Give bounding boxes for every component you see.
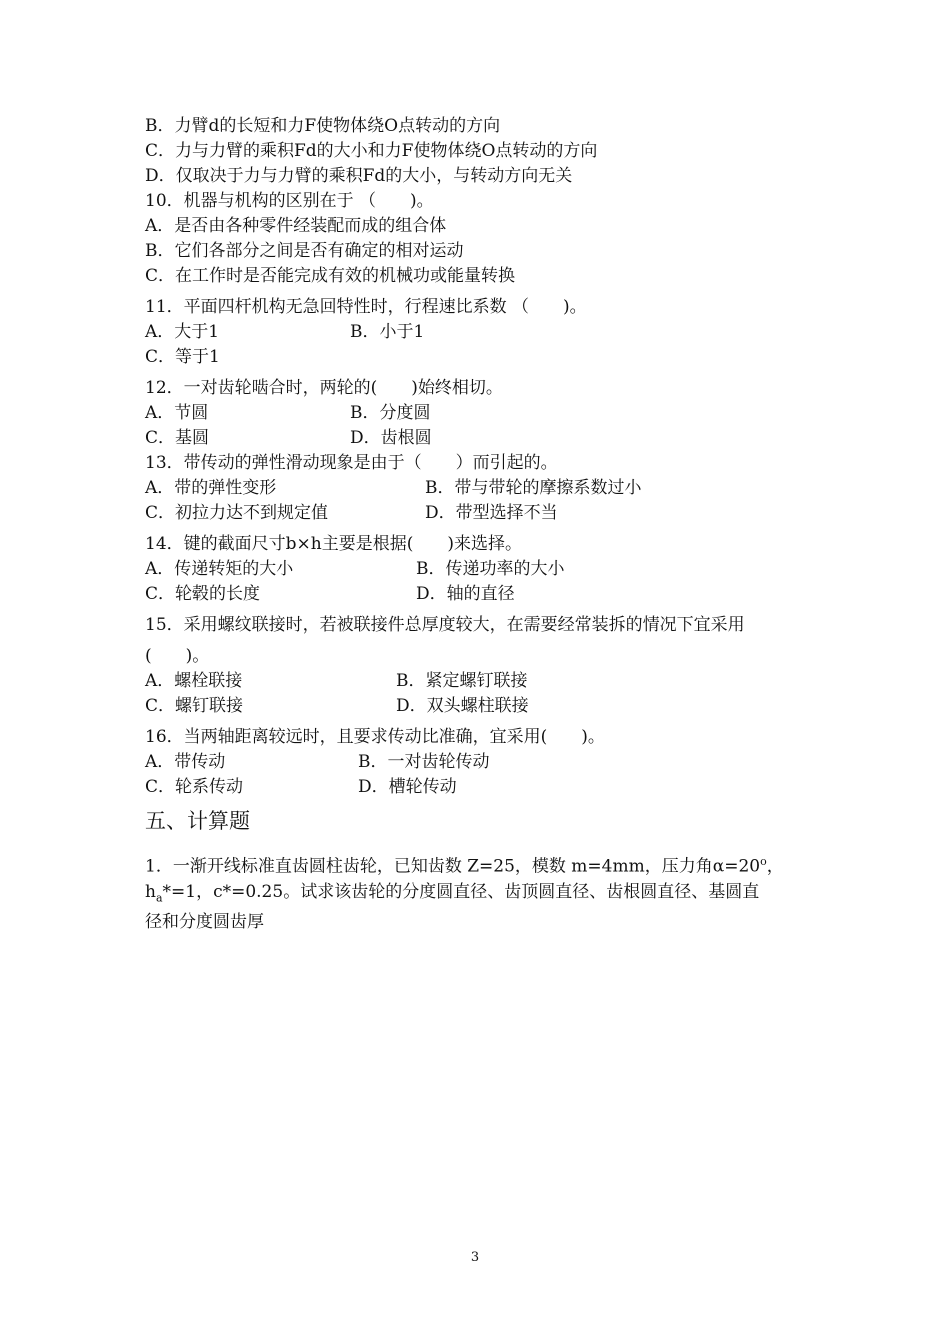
question-16: 16．当两轴距离较远时，且要求传动比准确，宜采用( )。 — [145, 727, 605, 747]
option-row — [145, 558, 565, 580]
option-line: B．它们各部分之间是否有确定的相对运动 — [145, 241, 464, 261]
option-d: D．齿根圆 — [350, 428, 432, 448]
option-d: D．带型选择不当 — [425, 503, 558, 523]
option-c: C．轮毂的长度 — [145, 584, 261, 604]
option-c: C．等于1 — [145, 347, 220, 367]
problem-line: 1．一渐开线标准直齿圆柱齿轮，已知齿数 Z=25，模数 m=4mm，压力角$\alpha=20^o$， — [145, 855, 784, 877]
option-line: D．仅取决于力与力臂的乘积Fd的大小，与转动方向无关 — [145, 166, 573, 186]
option-row — [145, 751, 490, 773]
option-a: A．节圆 — [145, 403, 209, 423]
option-c: C．螺钉联接 — [145, 696, 244, 716]
option-d: D．轴的直径 — [416, 584, 515, 604]
option-a: A．螺栓联接 — [145, 671, 243, 691]
subscript-a: a — [155, 891, 163, 905]
option-d: D．槽轮传动 — [358, 777, 457, 797]
question-13: 13．带传动的弹性滑动现象是由于（ ）而引起的。 — [145, 453, 558, 473]
page-number: 3 — [470, 1250, 480, 1265]
problem-line: 径和分度圆齿厚 — [145, 912, 264, 933]
section-heading: 五、计算题 — [145, 809, 250, 833]
option-row — [145, 477, 642, 499]
option-c: C．轮系传动 — [145, 777, 244, 797]
option-b: B．传递功率的大小 — [416, 559, 565, 579]
question-14: 14．键的截面尺寸b×h主要是根据( )来选择。 — [145, 534, 522, 554]
option-row — [145, 695, 529, 717]
option-a: A．带的弹性变形 — [145, 478, 277, 498]
option-b: B．分度圆 — [350, 403, 431, 423]
option-row — [145, 502, 558, 524]
option-line: C．力与力臂的乘积Fd的大小和力F使物体绕O点转动的方向 — [145, 141, 598, 161]
option-row — [145, 776, 457, 798]
option-c: C．初拉力达不到规定值 — [145, 503, 329, 523]
option-b: B．紧定螺钉联接 — [396, 671, 528, 691]
problem-line: $h_a*=1$，c*=0.25。试求该齿轮的分度圆直径、齿顶圆直径、齿根圆直径、基圆直 — [145, 881, 760, 905]
option-line: C．在工作时是否能完成有效的机械功或能量转换 — [145, 266, 516, 286]
question-12: 12．一对齿轮啮合时，两轮的( )始终相切。 — [145, 378, 503, 398]
option-line: B．力臂d的长短和力F使物体绕O点转动的方向 — [145, 116, 501, 136]
calculation-problem — [145, 849, 815, 935]
option-b: B．带与带轮的摩擦系数过小 — [425, 478, 642, 498]
option-row — [145, 402, 431, 424]
option-row — [145, 427, 432, 449]
question-10: 10．机器与机构的区别在于 （ )。 — [145, 191, 434, 211]
question-15: 15．采用螺纹联接时，若被联接件总厚度较大，在需要经常装拆的情况下宜采用 — [145, 615, 745, 635]
question-11: 11．平面四杆机构无急回特性时，行程速比系数 （ )。 — [145, 297, 587, 317]
degree-mark: o — [760, 855, 767, 868]
option-a: A．大于1 — [145, 322, 220, 342]
option-b: B．小于1 — [350, 322, 425, 342]
option-a: A．带传动 — [145, 752, 226, 772]
option-row — [145, 321, 425, 343]
option-row — [145, 583, 515, 605]
question-15-continued: ( )。 — [145, 646, 210, 666]
option-line: A．是否由各种零件经装配而成的组合体 — [145, 216, 447, 236]
option-b: B．一对齿轮传动 — [358, 752, 490, 772]
option-d: D．双头螺柱联接 — [396, 696, 529, 716]
option-c: C．基圆 — [145, 428, 210, 448]
option-a: A．传递转矩的大小 — [145, 559, 294, 579]
option-row — [145, 670, 528, 692]
